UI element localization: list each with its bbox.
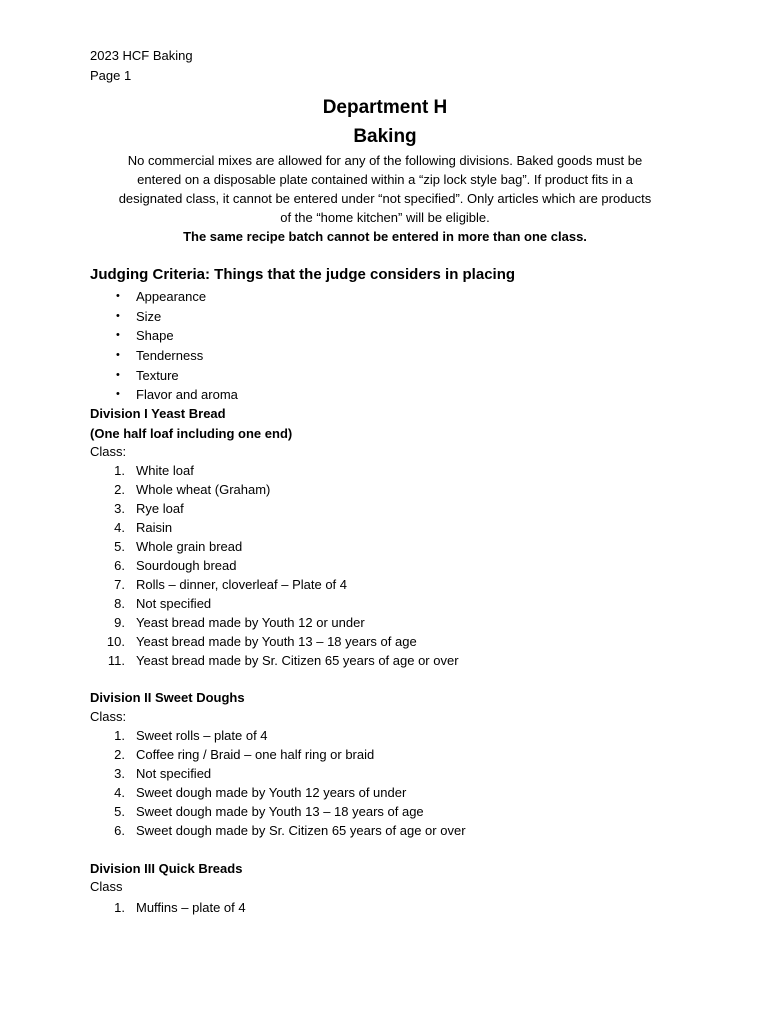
list-item: 1. White loaf [114,463,194,478]
list-item: • Texture [90,366,238,386]
bullet-icon: • [116,290,120,302]
department-title: Department H [322,97,448,118]
list-item: 6. Sweet dough made by Sr. Citizen 65 years of age or over [114,823,466,838]
intro-line: of the “home kitchen” will be eligible. [280,210,490,225]
bullet-icon: • [116,309,120,322]
list-item: 6. Sourdough bread [114,558,237,573]
division-2-heading: Division II Sweet Doughs [90,690,245,705]
judging-criteria-heading: Judging Criteria: Things that the judge considers in placing [90,266,516,283]
list-item: 3. Rye loaf [114,501,184,516]
list-item: 2. Coffee ring / Braid – one half ring or braid [114,747,375,762]
division-1-heading: Division I Yeast Bread [90,406,226,421]
division-3-heading: Division III Quick Breads [90,861,243,876]
bullet-icon: • [116,329,120,342]
division-3-class-list [90,898,246,917]
intro-line: No commercial mixes are allowed for any of the following divisions. Baked goods must be [127,153,643,168]
intro-rule-bold: The same recipe batch cannot be entered in more than one class. [183,229,587,244]
header-page-number: Page 1 [90,68,132,83]
list-item: 4. Raisin [114,520,173,535]
division-2-class-label: Class: [90,709,127,724]
list-item: 1. Sweet rolls – plate of 4 [114,728,268,743]
list-item: 11. Yeast bread made by Sr. Citizen 65 years of age or over [107,653,459,668]
intro-line: entered on a disposable plate contained within a “zip lock style bag”. If product fits in a [137,172,633,187]
bullet-icon: • [116,368,120,381]
list-item: 8. Not specified [114,596,212,611]
list-item: 4. Sweet dough made by Youth 12 years of under [114,785,407,800]
division-1-subheading: (One half loaf including one end) [90,426,293,441]
list-item: 10. Yeast bread made by Youth 13 – 18 years of age [106,634,417,649]
department-name: Baking [353,126,417,147]
list-item: • Shape [90,326,238,346]
judging-criteria-list [90,287,238,405]
intro-paragraph [92,151,678,246]
division-3-class-label: Class [90,879,123,894]
intro-line: designated class, it cannot be entered under “not specified”. Only articles which are products [118,191,652,206]
list-item: 9. Yeast bread made by Youth 12 or under [114,615,365,630]
list-item: • Flavor and aroma [90,385,238,405]
list-item: • Tenderness [90,346,238,366]
bullet-icon: • [116,388,120,401]
list-item: • Appearance [90,287,238,307]
list-item: 1. Muffins – plate of 4 [114,900,246,915]
list-item: 5. Sweet dough made by Youth 13 – 18 years of age [114,804,424,819]
bullet-icon: • [116,349,120,362]
list-item: 7. Rolls – dinner, cloverleaf – Plate of 4 [114,577,348,592]
division-1-class-label: Class: [90,444,127,459]
division-1-class-list [90,461,459,670]
list-item: 2. Whole wheat (Graham) [114,482,271,497]
division-2-class-list [90,726,466,840]
list-item: 3. Not specified [114,766,212,781]
header-year-title: 2023 HCF Baking [90,48,193,63]
list-item: 5. Whole grain bread [114,539,243,554]
list-item: • Size [90,307,238,327]
